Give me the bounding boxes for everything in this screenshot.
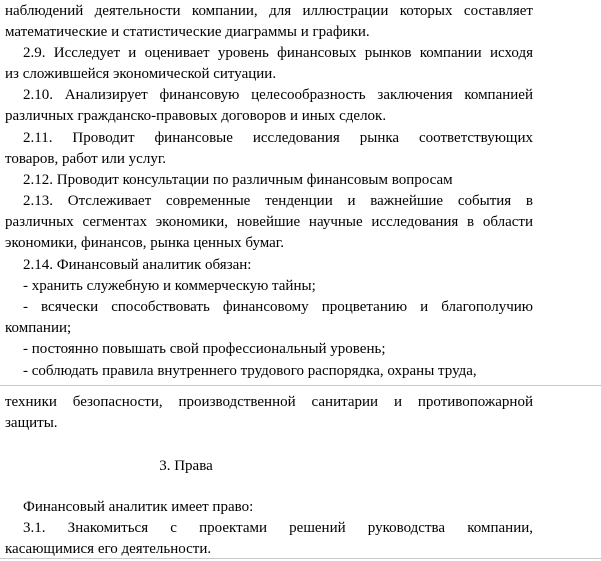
- clause-2-14: 2.14. Финансовый аналитик обязан:: [23, 257, 252, 273]
- text-line: наблюдений деятельности компании, для иллюстрации которых составляет: [5, 3, 533, 19]
- rights-intro: Финансовый аналитик имеет право:: [23, 499, 254, 515]
- text-line: экономики, финансов, рынка ценных бумаг.: [5, 235, 285, 251]
- page-bottom-divider: [0, 558, 601, 559]
- section-title: 3. Права: [159, 458, 213, 474]
- clause-2-10: 2.10. Анализирует финансовую целесообразность заключения компанией: [23, 87, 533, 103]
- text-line: товаров, работ или услуг.: [5, 151, 167, 167]
- text-line: касающимися его деятельности.: [5, 541, 212, 557]
- clause-2-11: 2.11. Проводит финансовые исследования рынка соответствующих: [23, 130, 533, 146]
- duty-item: - всячески способствовать финансовому процветанию и благополучию: [23, 299, 533, 315]
- text-line: различных сегментах экономики, новейшие научные исследования в области: [5, 214, 533, 230]
- clause-2-13: 2.13. Отслеживает современные тенденции и важнейшие события в: [23, 193, 533, 209]
- clause-2-9: 2.9. Исследует и оценивает уровень финансовых рынков компании исходя: [23, 45, 533, 61]
- clause-3-1: 3.1. Знакомиться с проектами решений руководства компании,: [23, 520, 533, 536]
- page-break-divider: [0, 385, 601, 386]
- text-line: техники безопасности, производственной санитарии и противопожарной: [5, 394, 533, 410]
- duty-item: - соблюдать правила внутреннего трудового распорядка, охраны труда,: [23, 363, 477, 379]
- text-line: математические и статистические диаграммы и графики.: [5, 24, 370, 40]
- text-line: из сложившейся экономической ситуации.: [5, 66, 277, 82]
- text-line: защиты.: [5, 415, 58, 431]
- duty-item: - постоянно повышать свой профессиональный уровень;: [23, 341, 386, 357]
- text-line: компании;: [5, 320, 72, 336]
- clause-2-12: 2.12. Проводит консультации по различным финансовым вопросам: [23, 172, 453, 188]
- text-line: различных гражданско-правовых договоров и иных сделок.: [5, 108, 387, 124]
- duty-item: - хранить служебную и коммерческую тайны;: [23, 278, 316, 294]
